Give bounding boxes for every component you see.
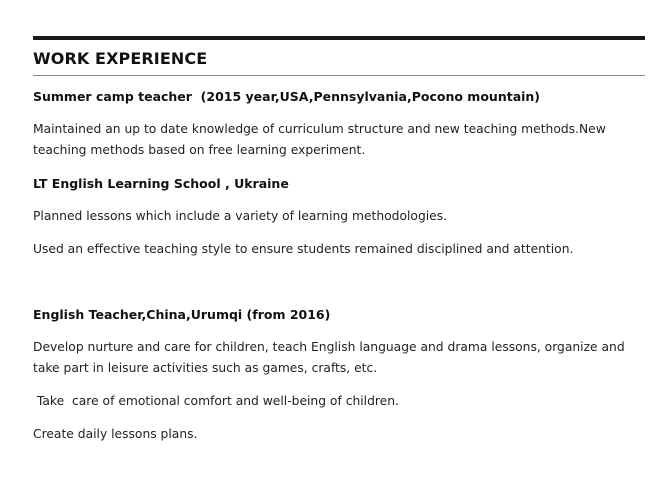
job-title: LT English Learning School , Ukraine xyxy=(33,176,289,191)
job-title: Summer camp teacher (2015 year,USA,Pennsylvania,Pocono mountain) xyxy=(33,89,541,104)
section-heading: WORK EXPERIENCE xyxy=(33,49,208,68)
job-description: Maintained an up to date knowledge of curriculum structure and new teaching methods.New teaching methods based on free learning experiment. xyxy=(33,122,610,157)
job-description: Used an effective teaching style to ensure students remained disciplined and attention. xyxy=(33,242,574,256)
job-description: Create daily lessons plans. xyxy=(33,427,198,441)
job-description: Planned lessons which include a variety of learning methodologies. xyxy=(33,209,448,223)
section-top-rule xyxy=(33,36,645,40)
work-experience-section xyxy=(33,36,645,445)
job-entry-china xyxy=(33,304,645,445)
section-divider xyxy=(33,75,645,76)
job-description: Develop nurture and care for children, teach English language and drama lessons, organize and take part in leisure activities such as games, crafts, etc. xyxy=(33,340,629,375)
job-title: English Teacher,China,Urumqi (from 2016) xyxy=(33,307,331,322)
job-entry-lt-english xyxy=(33,173,645,260)
job-description: Take care of emotional comfort and well-being of children. xyxy=(33,394,399,408)
job-entry-summer-camp xyxy=(33,86,645,161)
